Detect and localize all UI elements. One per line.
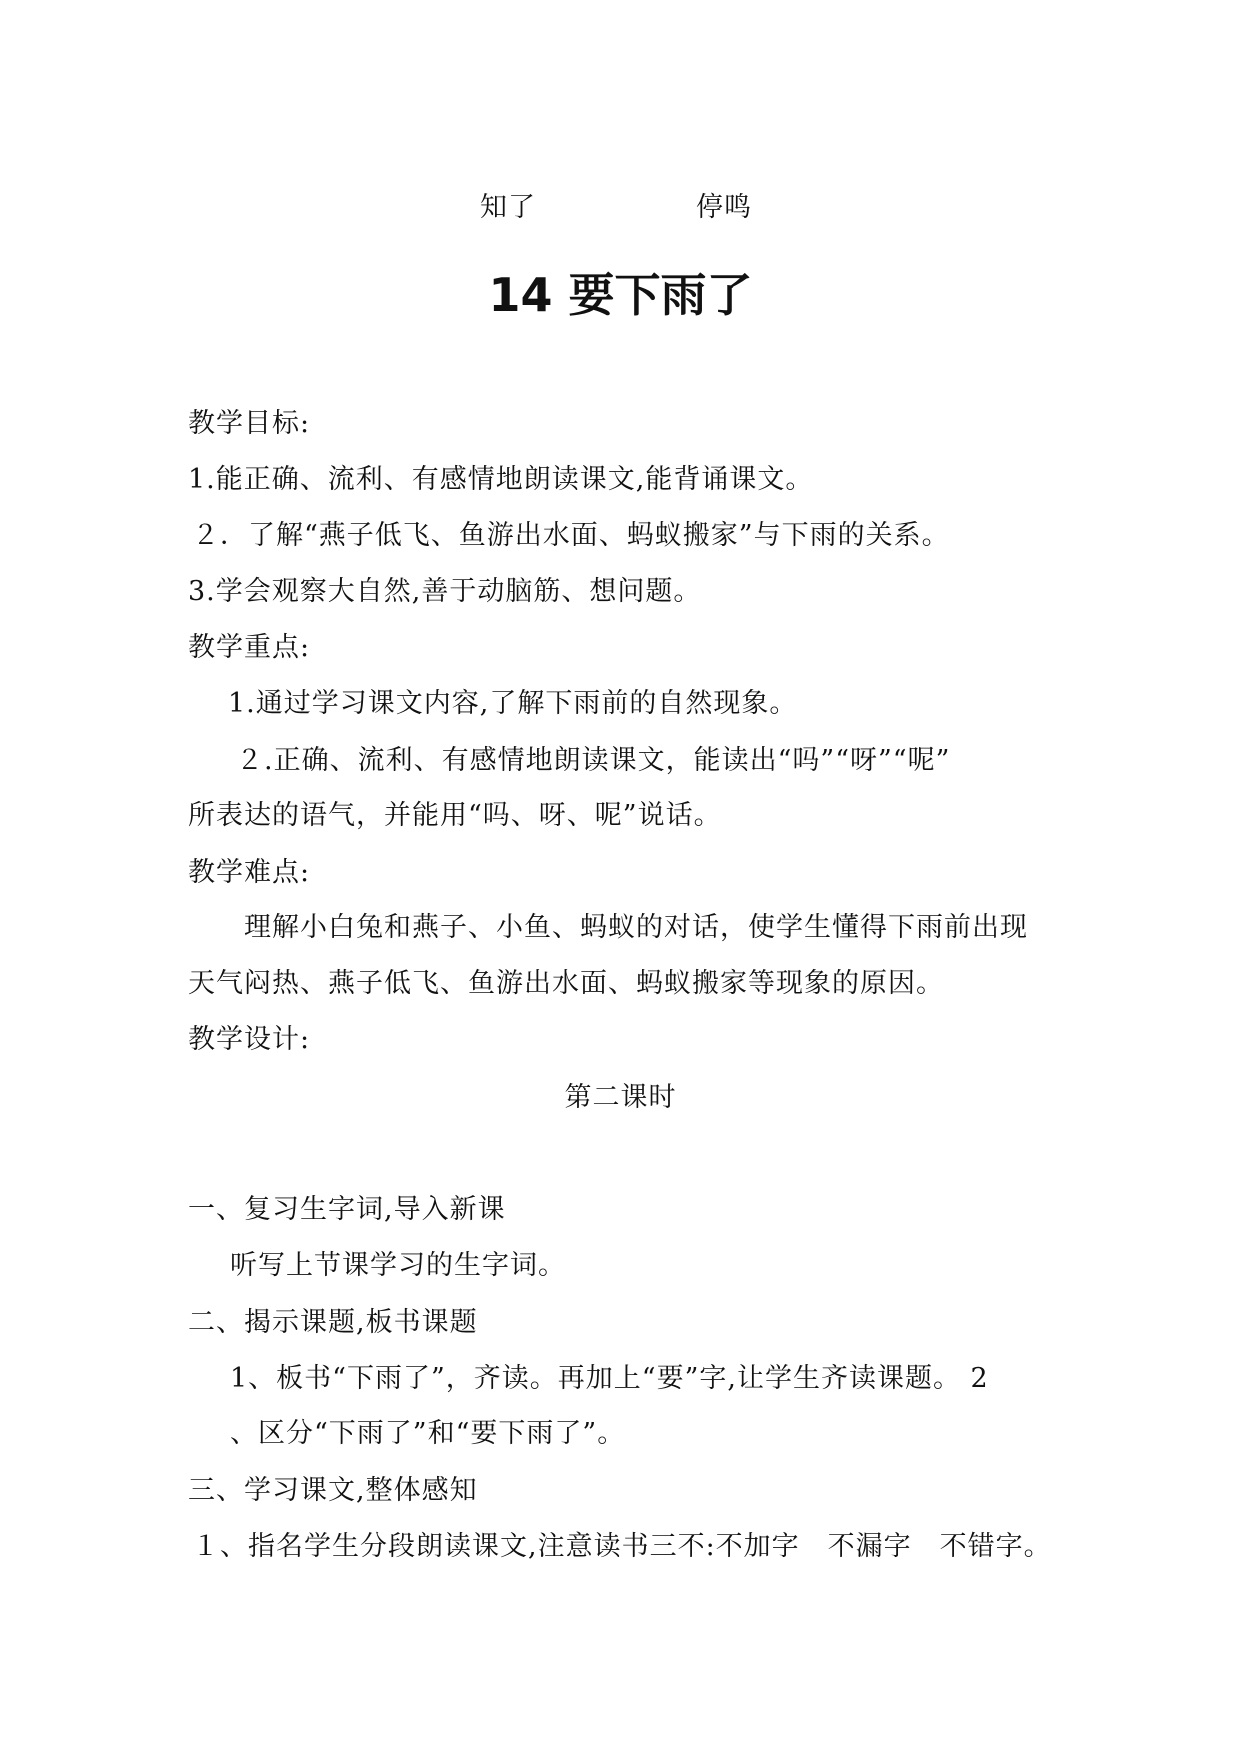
step-2-body-line-2: 、区分“下雨了”和“要下雨了”。	[230, 1418, 626, 1449]
key-point-item-2-line-2: 所表达的语气，并能用“吗、呀、呢”说话。	[188, 800, 722, 831]
step-1-body: 听写上节课学习的生字词。	[230, 1250, 566, 1281]
objectives-heading: 教学目标:	[188, 408, 311, 439]
step-3-body: １、指名学生分段朗读课文,注意读书三不:不加字 不漏字 不错字。	[192, 1531, 1052, 1562]
header-word-right: 停鸣	[696, 192, 752, 223]
difficulties-heading: 教学难点:	[188, 857, 311, 888]
lesson-label: 第二课时	[564, 1082, 677, 1113]
header-word-left: 知了	[480, 192, 536, 223]
key-point-item-1: 1.通过学习课文内容,了解下雨前的自然现象。	[228, 688, 798, 719]
difficulty-line-2: 天气闷热、燕子低飞、鱼游出水面、蚂蚁搬家等现象的原因。	[188, 968, 944, 999]
objective-item-3: 3.学会观察大自然,善于动脑筋、想问题。	[188, 576, 702, 607]
step-1-heading: 一、复习生字词,导入新课	[188, 1194, 506, 1225]
key-points-heading: 教学重点:	[188, 632, 311, 663]
difficulty-line-1: 理解小白兔和燕子、小鱼、蚂蚁的对话，使学生懂得下雨前出现	[244, 912, 1028, 943]
step-2-heading: 二、揭示课题,板书课题	[188, 1307, 478, 1338]
objective-item-2: ２．了解“燕子低飞、鱼游出水面、蚂蚁搬家”与下雨的关系。	[192, 520, 950, 551]
design-heading: 教学设计:	[188, 1024, 311, 1055]
step-3-heading: 三、学习课文,整体感知	[188, 1475, 478, 1506]
step-2-body-line-1: 1、板书“下雨了”，齐读。再加上“要”字,让学生齐读课题。 2	[230, 1363, 989, 1394]
page-title: 14 要下雨了	[488, 268, 753, 322]
key-point-item-2-line-1: ２.正确、流利、有感情地朗读课文，能读出“吗”“呀”“呢”	[236, 745, 951, 776]
objective-item-1: 1.能正确、流利、有感情地朗读课文,能背诵课文。	[188, 464, 814, 495]
